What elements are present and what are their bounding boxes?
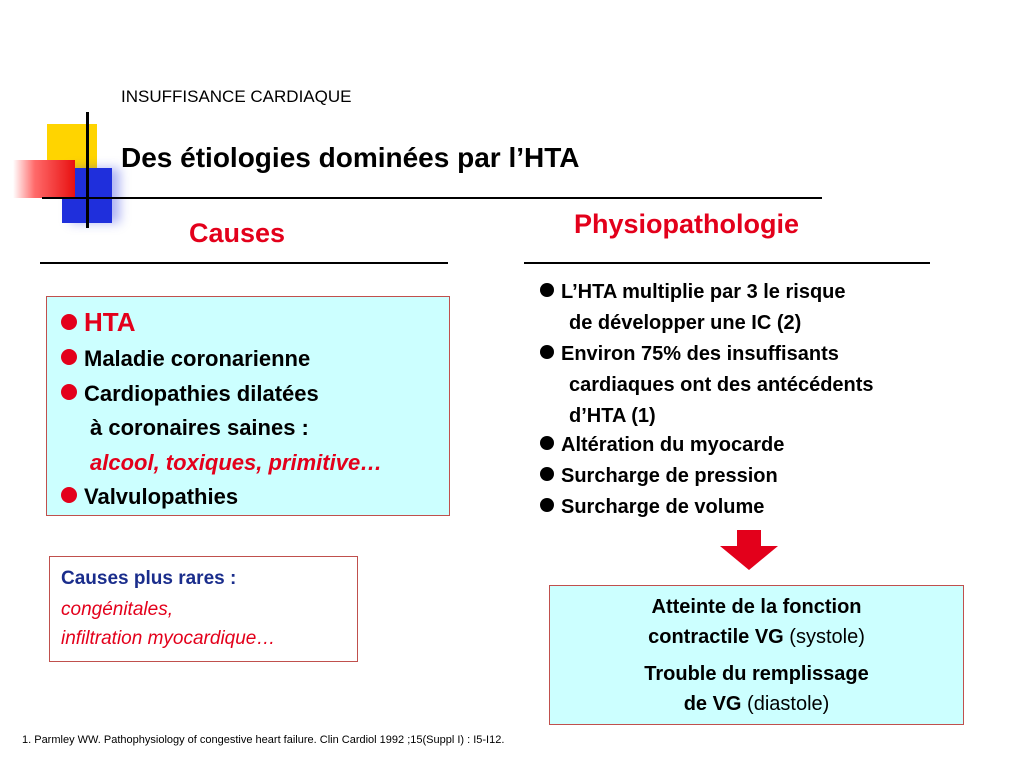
result-line: contractile VG (systole)	[648, 626, 865, 648]
physio-item: Altération du myocarde	[540, 434, 784, 457]
cause-item: Maladie coronarienne	[61, 346, 310, 372]
cause-item-hta: HTA	[61, 307, 136, 338]
bullet-icon	[540, 283, 554, 297]
down-arrow-icon	[720, 530, 778, 570]
rare-causes-heading: Causes plus rares :	[61, 568, 237, 589]
cause-item: Cardiopathies dilatées	[61, 381, 319, 407]
bullet-icon	[540, 436, 554, 450]
physio-item-continuation: cardiaques ont des antécédents	[569, 374, 874, 396]
bullet-icon	[540, 345, 554, 359]
result-line: de VG (diastole)	[683, 693, 830, 715]
physio-item: Surcharge de volume	[540, 496, 764, 519]
cause-item: Valvulopathies	[61, 484, 238, 510]
rare-causes-line: congénitales,	[61, 599, 173, 620]
physio-item-continuation: de développer une IC (2)	[569, 312, 802, 334]
header-label: INSUFFISANCE CARDIAQUE	[121, 87, 352, 106]
cause-item-detail: alcool, toxiques, primitive…	[90, 450, 383, 475]
physio-item-continuation: d’HTA (1)	[569, 405, 656, 427]
physio-title: Physiopathologie	[574, 209, 800, 239]
cause-item-continuation: à coronaires saines :	[90, 415, 309, 440]
footnote: 1. Parmley WW. Pathophysiology of congestive heart failure. Clin Cardiol 1992 ;15(Suppl I) : I5-I12.	[22, 734, 505, 746]
physio-item: Surcharge de pression	[540, 465, 778, 488]
bullet-icon	[540, 498, 554, 512]
rare-causes-line: infiltration myocardique…	[61, 628, 276, 649]
causes-title: Causes	[189, 218, 286, 248]
result-line: Atteinte de la fonction	[651, 596, 862, 618]
result-line: Trouble du remplissage	[644, 663, 869, 685]
physio-item: Environ 75% des insuffisants	[540, 343, 839, 366]
physio-item: L’HTA multiplie par 3 le risque	[540, 281, 846, 304]
result-box	[549, 585, 964, 725]
bullet-icon	[540, 467, 554, 481]
slide-title: Des étiologies dominées par l’HTA	[121, 142, 580, 173]
